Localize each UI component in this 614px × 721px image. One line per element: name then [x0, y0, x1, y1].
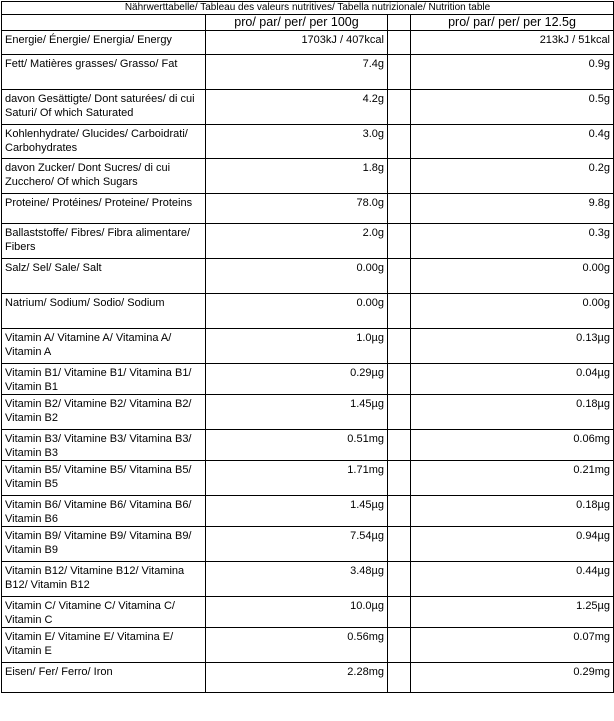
table-title: Nährwerttabelle/ Tableau des valeurs nutritives/ Tabella nutrizionale/ Nutrition table — [2, 2, 614, 15]
value-per-serving: 1.25µg — [411, 597, 614, 628]
table-row — [2, 496, 614, 527]
table-row — [2, 90, 614, 125]
value-per-100g: 3.0g — [206, 125, 388, 159]
nutrient-label: Vitamin B12/ Vitamine B12/ Vitamina B12/ Vitamin B12 — [2, 562, 206, 597]
value-per-100g: 10.0µg — [206, 597, 388, 628]
gap-cell — [388, 527, 411, 562]
value-per-serving: 0.2g — [411, 159, 614, 194]
table-row — [2, 224, 614, 259]
gap-cell — [388, 364, 411, 395]
value-per-100g: 1.0µg — [206, 329, 388, 364]
value-per-100g: 7.4g — [206, 55, 388, 90]
value-per-100g: 0.00g — [206, 294, 388, 329]
gap-cell — [388, 31, 411, 55]
value-per-serving: 0.94µg — [411, 527, 614, 562]
table-row — [2, 329, 614, 364]
value-per-serving: 0.00g — [411, 294, 614, 329]
value-per-100g: 4.2g — [206, 90, 388, 125]
nutrient-label: Vitamin B6/ Vitamine B6/ Vitamina B6/ Vitamin B6 — [2, 496, 206, 527]
header-nutrient — [2, 15, 206, 31]
value-per-serving: 0.18µg — [411, 496, 614, 527]
value-per-serving: 0.29mg — [411, 663, 614, 693]
nutrient-label: Kohlenhydrate/ Glucides/ Carboidrati/ Carbohydrates — [2, 125, 206, 159]
gap-cell — [388, 159, 411, 194]
table-row — [2, 259, 614, 294]
value-per-100g: 3.48µg — [206, 562, 388, 597]
value-per-100g: 1.8g — [206, 159, 388, 194]
nutrient-label: Vitamin A/ Vitamine A/ Vitamina A/ Vitamin A — [2, 329, 206, 364]
value-per-serving: 0.3g — [411, 224, 614, 259]
nutrient-label: Vitamin B5/ Vitamine B5/ Vitamina B5/ Vitamin B5 — [2, 461, 206, 496]
table-row — [2, 597, 614, 628]
value-per-serving: 0.44µg — [411, 562, 614, 597]
nutrient-label: Vitamin B3/ Vitamine B3/ Vitamina B3/ Vitamin B3 — [2, 430, 206, 461]
gap-cell — [388, 663, 411, 693]
nutrition-table — [1, 1, 614, 693]
table-row — [2, 159, 614, 194]
value-per-serving: 0.06mg — [411, 430, 614, 461]
value-per-100g: 0.51mg — [206, 430, 388, 461]
nutrient-label: davon Zucker/ Dont Sucres/ di cui Zucchero/ Of which Sugars — [2, 159, 206, 194]
gap-cell — [388, 224, 411, 259]
nutrient-label: Energie/ Énergie/ Energia/ Energy — [2, 31, 206, 55]
header-per-serving: pro/ par/ per/ per 12.5g — [411, 15, 614, 31]
table-row — [2, 395, 614, 430]
gap-cell — [388, 496, 411, 527]
table-row — [2, 31, 614, 55]
gap-cell — [388, 125, 411, 159]
gap-cell — [388, 395, 411, 430]
value-per-100g: 7.54µg — [206, 527, 388, 562]
nutrient-label: Fett/ Matières grasses/ Grasso/ Fat — [2, 55, 206, 90]
gap-cell — [388, 597, 411, 628]
gap-cell — [388, 90, 411, 125]
gap-cell — [388, 562, 411, 597]
value-per-serving: 0.4g — [411, 125, 614, 159]
table-row — [2, 461, 614, 496]
value-per-100g: 2.28mg — [206, 663, 388, 693]
value-per-serving: 0.21mg — [411, 461, 614, 496]
table-row — [2, 663, 614, 693]
nutrient-label: Eisen/ Fer/ Ferro/ Iron — [2, 663, 206, 693]
gap-cell — [388, 259, 411, 294]
table-row — [2, 364, 614, 395]
value-per-serving: 0.00g — [411, 259, 614, 294]
table-row — [2, 562, 614, 597]
value-per-100g: 1.71mg — [206, 461, 388, 496]
header-per-100g: pro/ par/ per/ per 100g — [206, 15, 388, 31]
table-row — [2, 125, 614, 159]
nutrient-label: Vitamin B9/ Vitamine B9/ Vitamina B9/ Vitamin B9 — [2, 527, 206, 562]
table-row — [2, 55, 614, 90]
gap-cell — [388, 329, 411, 364]
gap-cell — [388, 461, 411, 496]
nutrient-label: Vitamin B2/ Vitamine B2/ Vitamina B2/ Vitamin B2 — [2, 395, 206, 430]
value-per-serving: 0.5g — [411, 90, 614, 125]
nutrient-label: davon Gesättigte/ Dont saturées/ di cui Saturi/ Of which Saturated — [2, 90, 206, 125]
value-per-100g: 1.45µg — [206, 395, 388, 430]
value-per-serving: 9.8g — [411, 194, 614, 224]
nutrient-label: Natrium/ Sodium/ Sodio/ Sodium — [2, 294, 206, 329]
nutrient-label: Vitamin E/ Vitamine E/ Vitamina E/ Vitamin E — [2, 628, 206, 663]
value-per-100g: 78.0g — [206, 194, 388, 224]
value-per-serving: 0.07mg — [411, 628, 614, 663]
gap-cell — [388, 55, 411, 90]
nutrient-label: Salz/ Sel/ Sale/ Salt — [2, 259, 206, 294]
nutrient-label: Vitamin B1/ Vitamine B1/ Vitamina B1/ Vitamin B1 — [2, 364, 206, 395]
header-gap — [388, 15, 411, 31]
table-row — [2, 430, 614, 461]
value-per-100g: 1703kJ / 407kcal — [206, 31, 388, 55]
value-per-serving: 213kJ / 51kcal — [411, 31, 614, 55]
nutrient-label: Proteine/ Protéines/ Proteine/ Proteins — [2, 194, 206, 224]
table-row — [2, 194, 614, 224]
value-per-serving: 0.04µg — [411, 364, 614, 395]
gap-cell — [388, 194, 411, 224]
gap-cell — [388, 430, 411, 461]
nutrient-label: Ballaststoffe/ Fibres/ Fibra alimentare/ Fibers — [2, 224, 206, 259]
value-per-100g: 1.45µg — [206, 496, 388, 527]
table-row — [2, 294, 614, 329]
value-per-100g: 0.56mg — [206, 628, 388, 663]
value-per-100g: 2.0g — [206, 224, 388, 259]
value-per-serving: 0.9g — [411, 55, 614, 90]
value-per-serving: 0.18µg — [411, 395, 614, 430]
gap-cell — [388, 628, 411, 663]
value-per-serving: 0.13µg — [411, 329, 614, 364]
value-per-100g: 0.29µg — [206, 364, 388, 395]
gap-cell — [388, 294, 411, 329]
nutrient-label: Vitamin C/ Vitamine C/ Vitamina C/ Vitamin C — [2, 597, 206, 628]
table-row — [2, 527, 614, 562]
value-per-100g: 0.00g — [206, 259, 388, 294]
table-row — [2, 628, 614, 663]
